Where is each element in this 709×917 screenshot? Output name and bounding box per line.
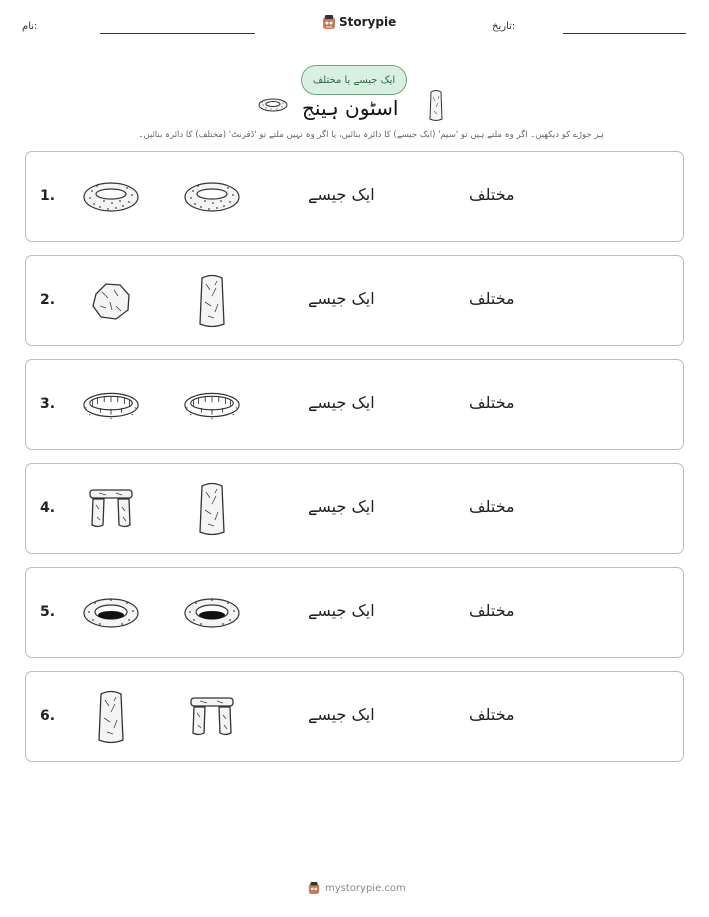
stone-ring-icon — [257, 97, 289, 113]
same-option[interactable]: ایک جیسے — [308, 497, 375, 516]
same-option[interactable]: ایک جیسے — [308, 393, 375, 412]
name-field[interactable] — [100, 33, 255, 34]
storypie-logo — [322, 14, 396, 30]
standing-stone-icon — [427, 89, 445, 123]
instructions-text: ہر جوڑے کو دیکھیں۔ اگر وہ ملتے ہیں تو 'سیم' (ایک جیسے) کا دائرہ بنائیں، یا اگر وہ نہیں ملتے تو 'ڈفرنٹ' (مختلف) کا دائرہ بنائیں۔ — [138, 130, 604, 140]
boulder-icon — [81, 276, 141, 326]
same-option[interactable]: ایک جیسے — [308, 705, 375, 724]
different-option[interactable]: مختلف — [469, 393, 515, 412]
date-label: تاریخ: — [492, 21, 516, 32]
pit-ring-icon — [182, 588, 242, 638]
stone-circle-icon — [81, 380, 141, 430]
question-row — [25, 255, 684, 346]
brand-name: Storypie — [339, 15, 397, 29]
worksheet-title: اسٹون ہینج — [302, 96, 399, 120]
question-number: 5. — [40, 604, 56, 620]
footer-url: mystorypie.com — [325, 882, 406, 894]
question-number: 6. — [40, 708, 56, 724]
question-row — [25, 567, 684, 658]
question-row — [25, 151, 684, 242]
different-option[interactable]: مختلف — [469, 497, 515, 516]
worksheet-type-badge: ایک جیسے یا مختلف — [301, 65, 407, 95]
different-option[interactable]: مختلف — [469, 705, 515, 724]
question-row — [25, 359, 684, 450]
question-row — [25, 671, 684, 762]
stone-circle-icon — [182, 380, 242, 430]
same-option[interactable]: ایک جیسے — [308, 289, 375, 308]
different-option[interactable]: مختلف — [469, 601, 515, 620]
question-number: 2. — [40, 292, 56, 308]
date-field[interactable] — [563, 33, 686, 34]
trilithon-icon — [182, 692, 242, 742]
different-option[interactable]: مختلف — [469, 185, 515, 204]
question-row — [25, 463, 684, 554]
pit-ring-icon — [81, 588, 141, 638]
footer — [308, 881, 406, 895]
mascot-icon — [308, 881, 320, 895]
different-option[interactable]: مختلف — [469, 289, 515, 308]
trilithon-icon — [81, 484, 141, 534]
question-number: 1. — [40, 188, 56, 204]
stone-ring-icon — [81, 172, 141, 222]
stone-ring-icon — [182, 172, 242, 222]
standing-stone-icon — [182, 484, 242, 534]
question-number: 3. — [40, 396, 56, 412]
standing-stone-icon — [81, 692, 141, 742]
name-label: نام: — [22, 21, 38, 32]
same-option[interactable]: ایک جیسے — [308, 185, 375, 204]
question-number: 4. — [40, 500, 56, 516]
mascot-icon — [322, 14, 336, 30]
standing-stone-icon — [182, 276, 242, 326]
same-option[interactable]: ایک جیسے — [308, 601, 375, 620]
